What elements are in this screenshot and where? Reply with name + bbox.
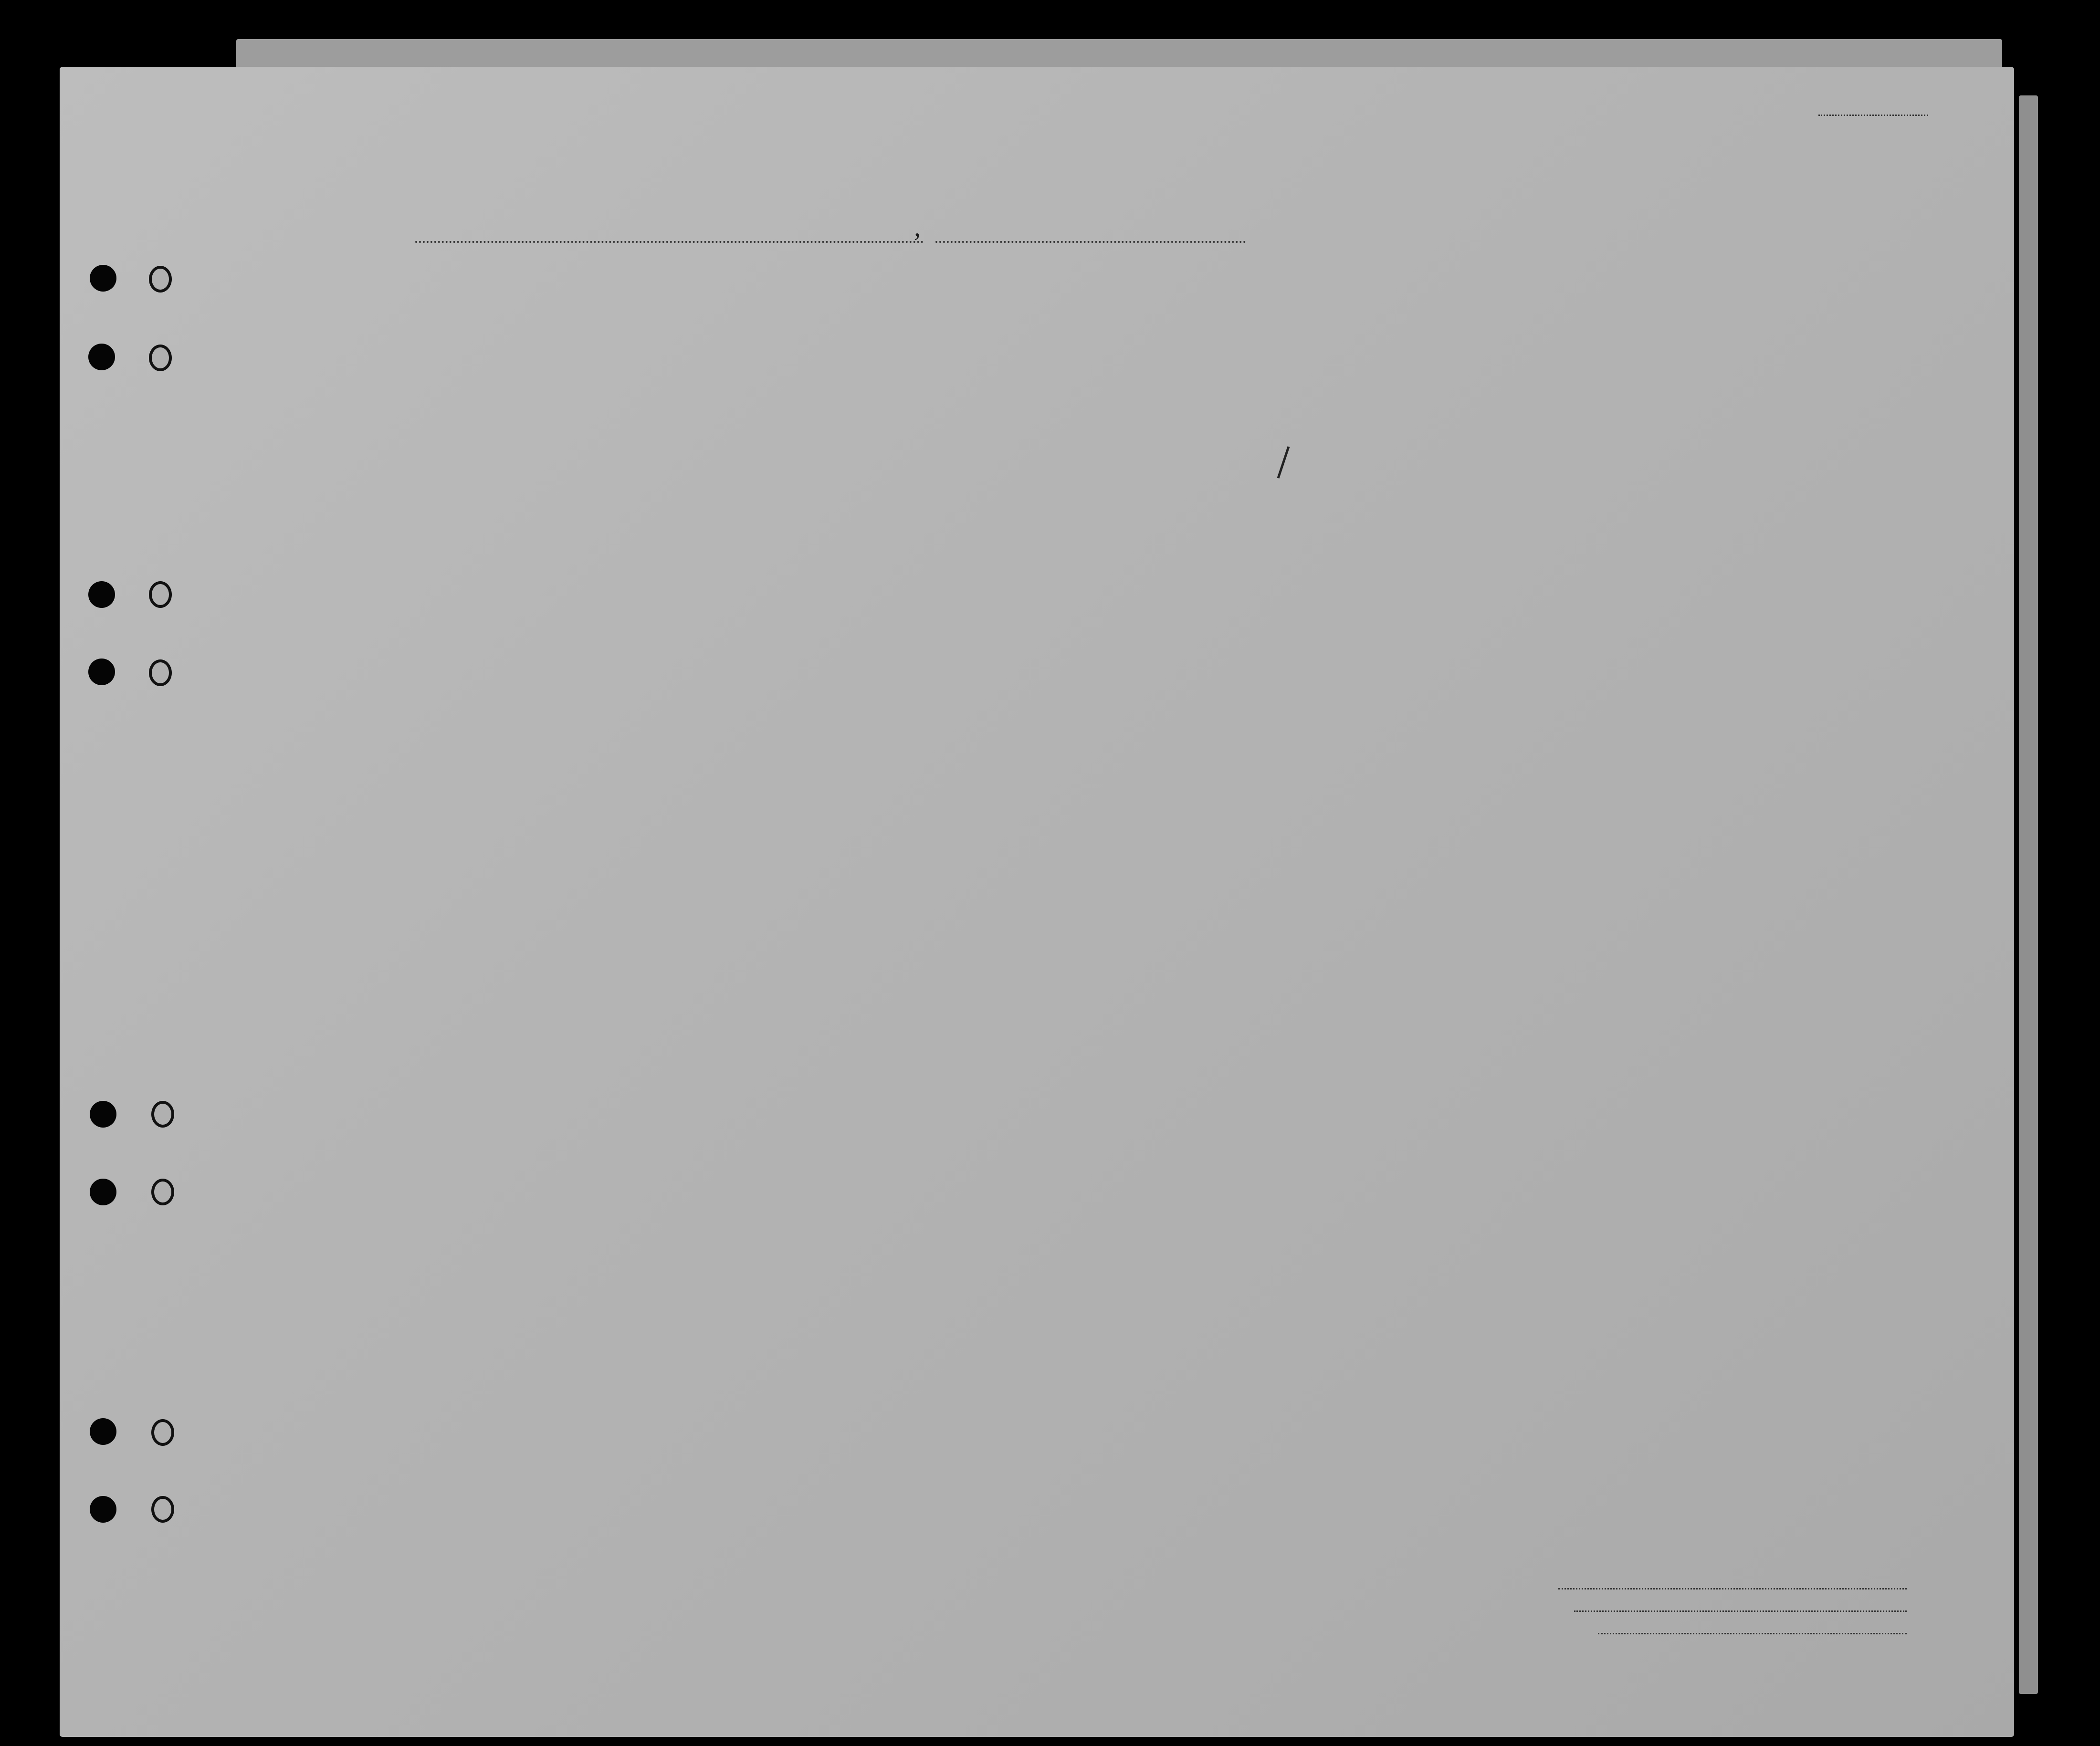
header-inches	[1703, 355, 1722, 418]
header-q30	[1515, 298, 1535, 422]
header-possession-50	[773, 298, 800, 427]
header-ticket	[645, 298, 674, 425]
header-polygamist	[1378, 298, 1400, 422]
header-q28	[1429, 298, 1480, 422]
header-purpose-return	[1230, 324, 1266, 425]
line-dotted	[1558, 1588, 1907, 1589]
owners-dotted	[1574, 1610, 1907, 1612]
header-purpose-length	[1271, 324, 1307, 425]
header-q31	[1539, 298, 1559, 422]
header-purpose-citizen	[1313, 324, 1332, 425]
agents-dotted	[1598, 1633, 1907, 1634]
header-feet	[1681, 355, 1700, 418]
header-anarchist	[1403, 298, 1425, 422]
date-comma: ,	[914, 213, 921, 242]
header-q29	[1483, 298, 1512, 422]
check-mark	[1274, 444, 1293, 482]
header-prison	[1337, 298, 1375, 422]
